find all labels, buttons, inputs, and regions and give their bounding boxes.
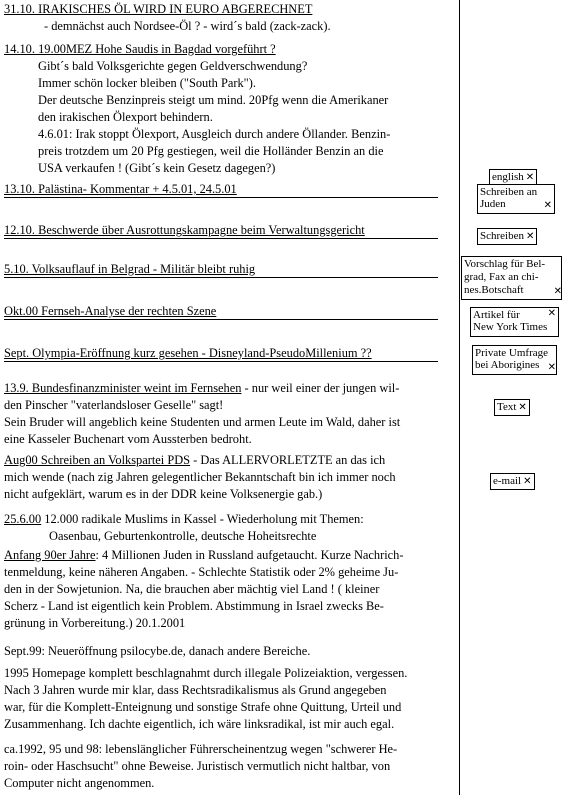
entry-line: nicht aufgeklärt, warum es in der DDR keine Volksenergie gab.) [4,487,323,501]
close-icon: ✕ [543,200,552,211]
entry-line: Scherz - Land ist eigentlich kein Problem. Abstimmung in Israel zwecks Be- [4,599,384,613]
umfrage-aborigines-button[interactable] [472,345,557,375]
button-label: Schreiben an [480,186,538,198]
schreiben-button[interactable] [477,228,537,245]
entry-line: Der deutsche Benzinpreis steigt um mind. 20Pfg wenn die Amerikaner [38,93,389,107]
entry-head[interactable]: Aug00 Schreiben an Volkspartei PDS [4,453,191,467]
entry-line: Nach 3 Jahren wurde mir klar, dass Rechtsradikalismus als Grund angegeben [4,683,387,697]
entry-beschwerde[interactable]: 12.10. Beschwerde über Ausrottungskampagne beim Verwaltungsgericht [4,223,365,237]
entry-belgrad[interactable]: 5.10. Volksauflauf in Belgrad - Militär bleibt ruhig [4,262,256,276]
entry-psilocybe: Sept.99: Neueröffnung psilocybe.de, danach andere Bereiche. [4,644,311,658]
entry-head[interactable]: 31.10. IRAKISCHES ÖL WIRD IN EURO ABGERECHNET [4,2,313,16]
entry-head[interactable]: 13.9. Bundesfinanzminister weint im Fernsehen [4,381,242,395]
close-icon: ✕ [525,172,535,183]
entry-line: 4.6.01: Irak stoppt Ölexport, Ausgleich durch andere Öllander. Benzin- [38,127,391,141]
divider [4,319,438,320]
entry-line: preis trotzdem um 20 Pfg gestiegen, weil die Holländer Benzin an die [38,144,384,158]
entry-line: eine Kasseler Buchenart vom Aussterben bedroht. [4,432,252,446]
entry-homepage [4,665,407,733]
column-divider [459,0,460,795]
entry-line: den in der Sowjetunion. Na, die brauchen aber mächtig viel Land ! ( kleiner [4,582,380,596]
close-icon: ✕ [547,362,556,373]
entry-fuehrerschein [4,741,397,792]
entry-line: ca.1992, 95 und 98: lebenslänglicher Führerscheinentzug wegen "schwerer He- [4,742,398,756]
entry-pds [4,452,396,503]
button-label: Text [497,401,517,413]
entry-line: war, für die Komplett-Enteignung und sonstige Strafe ohne Quittung, Urteil und [4,700,402,714]
entry-text: 12.000 radikale Muslims in Kassel - Wiederholung mit Themen: [41,512,364,526]
entry-line: den irakischen Ölexport behindern. [38,110,213,124]
entry-line: - demnächst auch Nordsee-Öl ? - wird´s bald (zack-zack). [44,19,331,33]
button-label: Juden [480,198,506,210]
entry-text: - nur weil einer der jungen wil- [241,381,400,395]
button-label: New York Times [473,321,548,333]
entry-head[interactable]: 14.10. 19.00MEZ Hohe Saudis in Bagdad vorgeführt ? [4,42,276,56]
entry-text: - Das ALLERVORLETZTE an das ich [190,453,386,467]
entry-fernseh[interactable]: Okt.00 Fernseh-Analyse der rechten Szene [4,304,217,318]
button-label: Vorschlag für Bel- [464,258,546,270]
entry-line: grünung in Vorbereitung.) 20.1.2001 [4,616,186,630]
close-icon: ✕ [547,308,556,319]
entry-line: Oasenbau, Geburtenkontrolle, deutsche Hoheitsrechte [49,529,317,543]
entry-head[interactable]: Anfang 90er Jahre [4,548,96,562]
button-label: Artikel für [473,309,520,321]
entry-line: den Pinscher "vaterlandsloser Geselle" sagt! [4,398,224,412]
button-label: nes.Botschaft [464,284,524,296]
close-icon: ✕ [523,476,532,487]
close-icon: ✕ [518,402,527,413]
entry-olympia[interactable]: Sept. Olympia-Eröffnung kurz gesehen - Disneyland-PseudoMillenium ?? [4,346,372,360]
entry-line: Immer schön locker bleiben ("South Park"). [38,76,256,90]
schreiben-juden-button[interactable] [477,184,555,214]
entry-line: 1995 Homepage komplett beschlagnahmt durch illegale Polizeiaktion, vergessen. [4,666,408,680]
entry-line: tenmeldung, keine näheren Angaben. - Schlechte Statistik oder 2% geheime Ju- [4,565,399,579]
button-label: english [492,171,524,183]
entry-palaestina[interactable]: 13.10. Palästina- Kommentar + 4.5.01, 24.5.01 [4,182,237,196]
entry-iraq-euro [4,1,331,35]
button-label: Private Umfrage [475,347,548,359]
close-icon: ✕ [553,286,562,297]
text-button[interactable] [494,399,530,416]
entry-line: Gibt´s bald Volksgerichte gegen Geldverschwendung? [38,59,308,73]
divider [4,197,438,198]
entry-line: USA verkaufen ! (Gibt´s kein Gesetz dagegen?) [38,161,276,175]
email-button[interactable] [490,473,535,490]
entry-text: : 4 Millionen Juden in Russland aufgetaucht. Kurze Nachrich- [95,548,404,562]
artikel-nyt-button[interactable] [470,307,559,337]
entry-line: mich wende (nach zig Jahren gelegentlicher Bekanntschaft bin ich immer noch [4,470,396,484]
entry-line: Sein Bruder will angeblich keine Studenten und armen Leute im Wald, daher ist [4,415,401,429]
vorschlag-belgrad-button[interactable] [461,256,562,300]
entry-line: Zusammenhang. Ich dachte eigentlich, ich wäre linksradikal, ist mir auch egal. [4,717,395,731]
entry-line: Computer nicht angenommen. [4,776,155,790]
button-label: grad, Fax an chi- [464,271,539,283]
divider [4,361,438,362]
entry-muslims [4,511,364,545]
entry-head[interactable]: 25.6.00 [4,512,42,526]
entry-juden-russland [4,547,403,632]
entry-finanzminister [4,380,400,448]
button-label: Schreiben [480,230,524,242]
divider [4,238,438,239]
entry-line: roin- oder Haschsucht" ohne Beweise. Juristisch vermutlich nicht haltbar, von [4,759,391,773]
divider [4,277,438,278]
button-label: bei Aborigines [475,359,540,371]
button-label: e-mail [493,475,522,487]
entry-saudis [4,41,390,177]
close-icon: ✕ [525,231,535,242]
